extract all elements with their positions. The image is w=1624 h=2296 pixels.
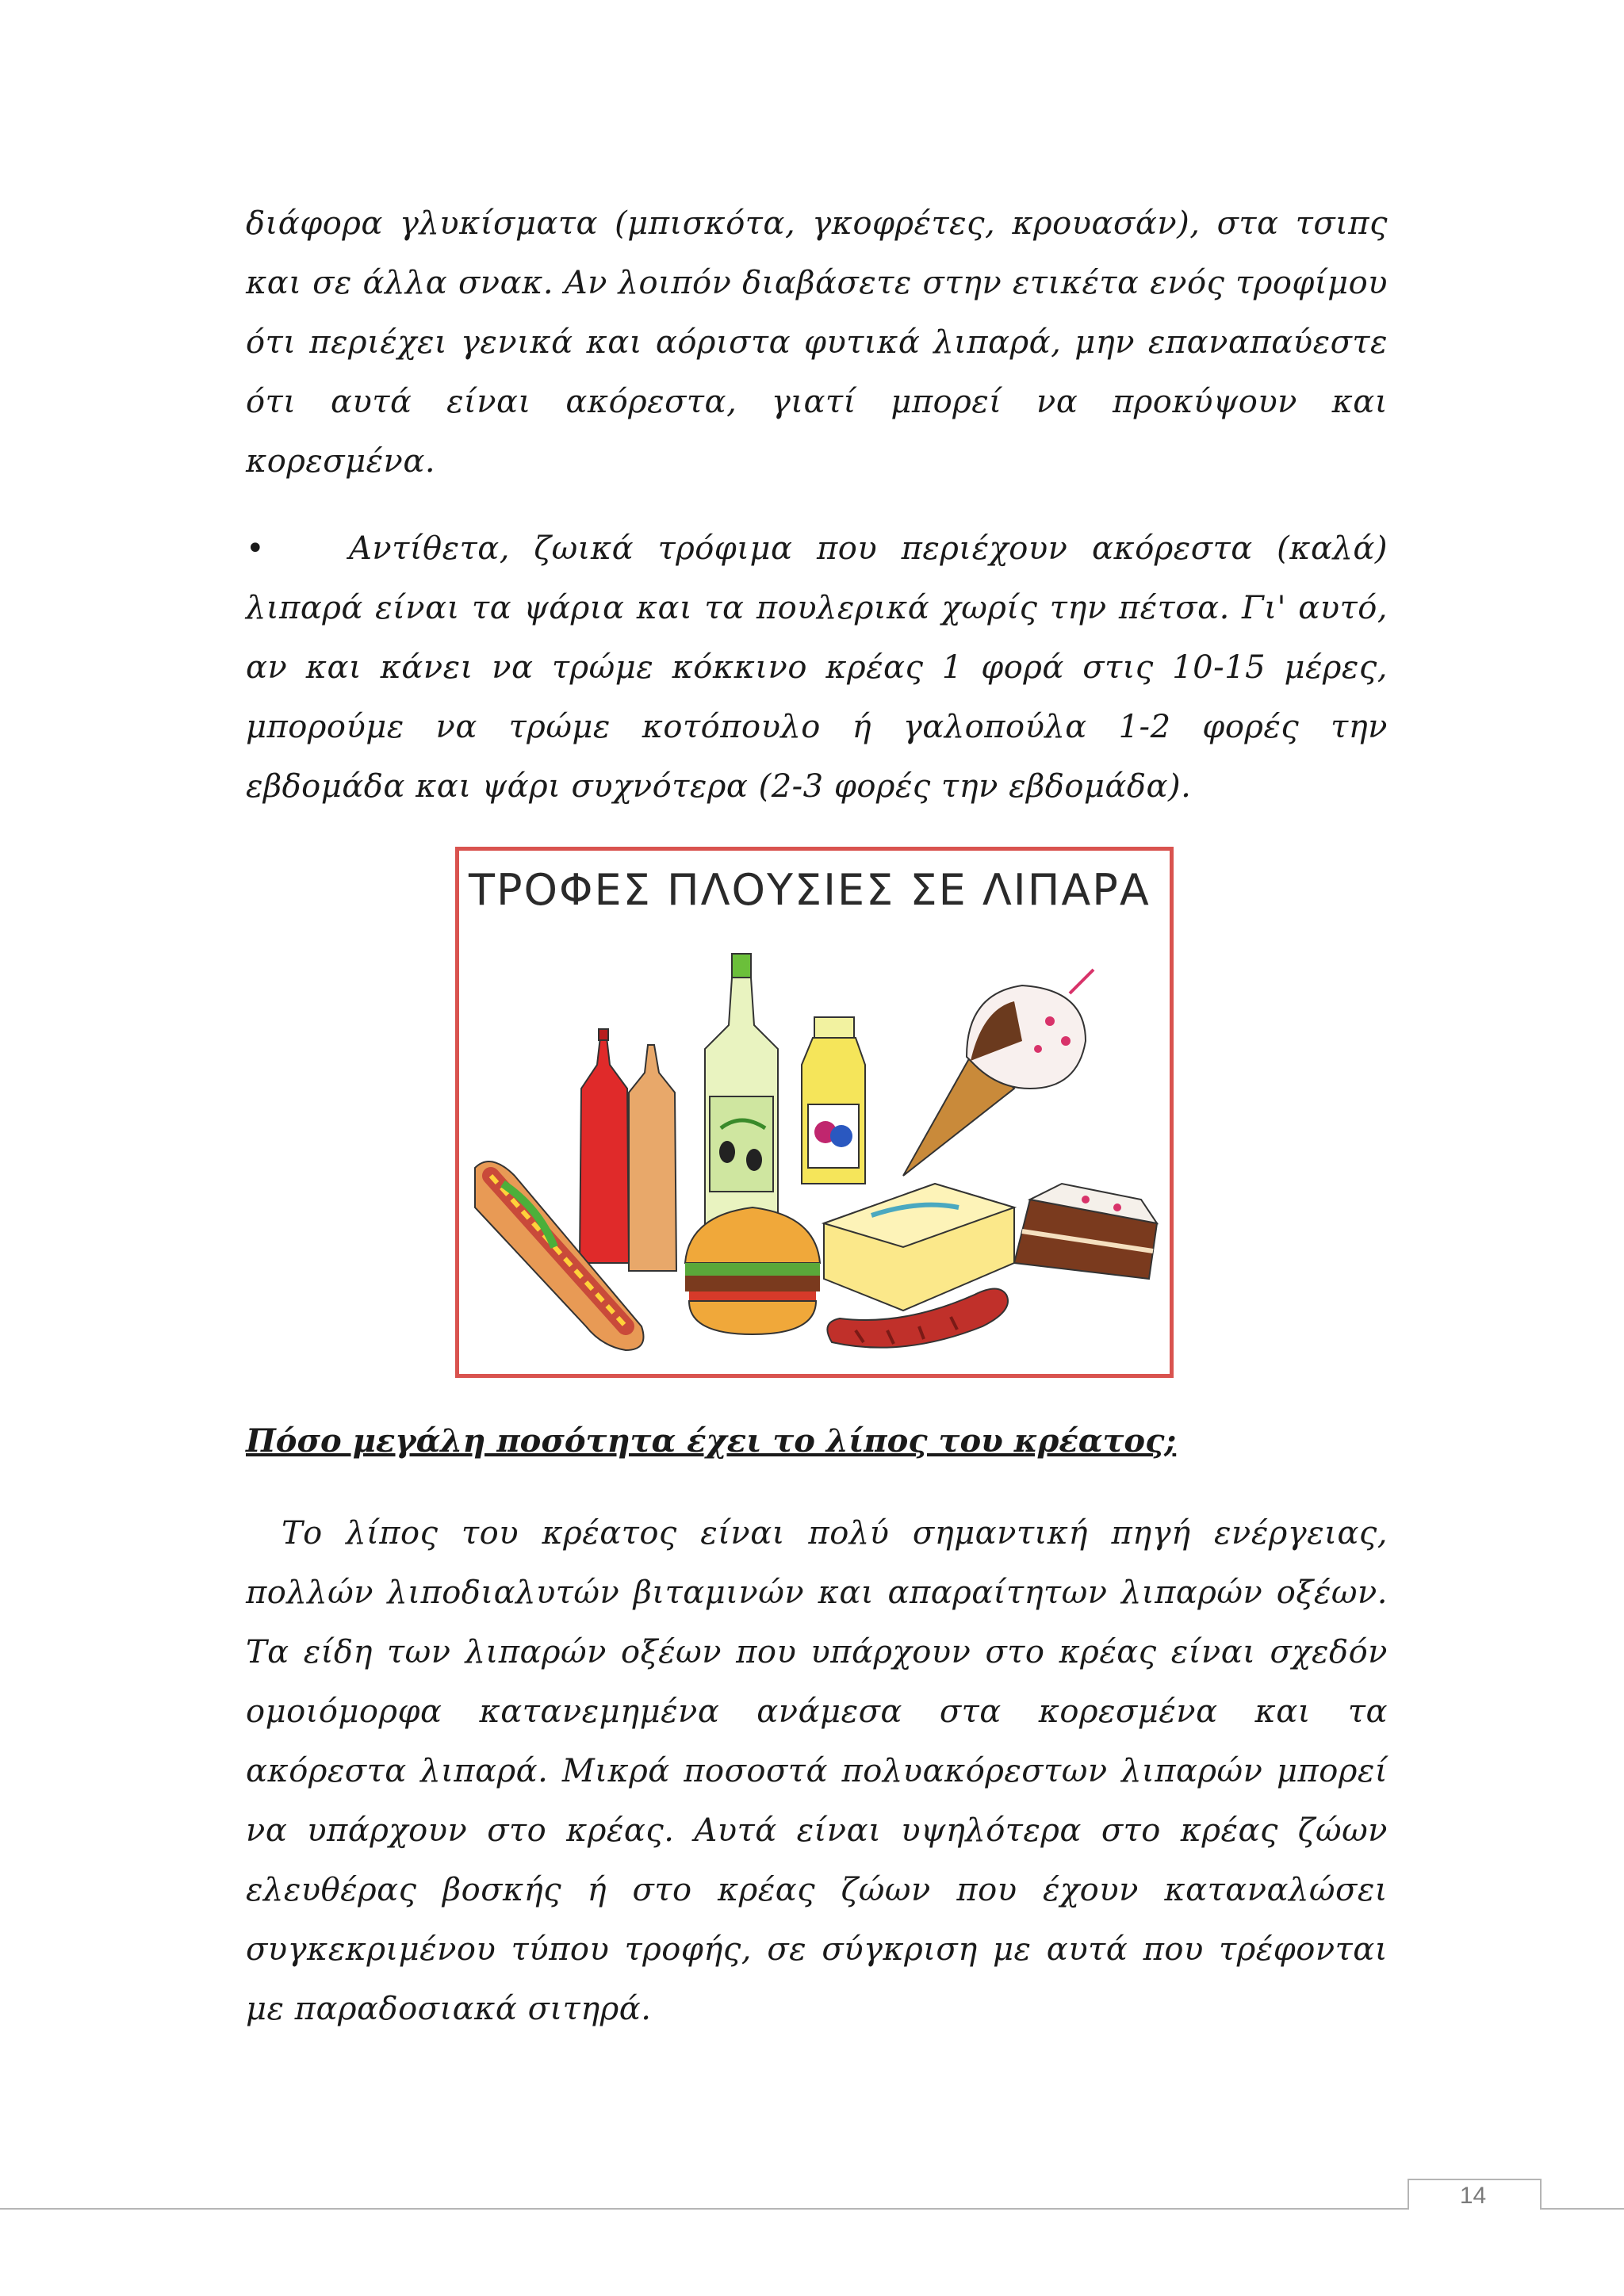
paragraph-intro: διάφορα γλυκίσματα (μπισκότα, γκοφρέτες, κρουασάν), στα τσιπς και σε άλλα σνακ. Αν λοιπόν διαβάσετε στην ετικέτα ενός τροφίμου ότι περιέχει γενικά και αόριστα φυτικά λιπαρά, μην επαναπαύεστε ότι αυτά είναι ακόρεστα, γιατί μπορεί να προκύψουν και κορεσμένα. <box>246 205 1388 480</box>
ketchup-bottle-icon <box>580 1029 629 1263</box>
mustard-bottle-icon <box>629 1045 676 1271</box>
burger-icon <box>685 1207 820 1334</box>
bullet-marker: • <box>246 530 266 567</box>
bullet-text: Αντίθετα, ζωικά τρόφιμα που περιέχουν ακόρεστα (καλά) λιπαρά είναι τα ψάρια και τα πουλερικά χωρίς την πέτσα. Γι' αυτό, αν και κάνει να τρώμε κόκκινο κρέας 1 φορά στις 10-15 μέρες, μπορούμε να τρώμε κοτόπουλο ή γαλοπούλα 1-2 φορές την εβδομάδα και ψάρι συχνότερα (2-3 φορές την εβδομάδα). <box>246 530 1388 805</box>
paragraph-meat-fat: Το λίπος του κρέατος είναι πολύ σημαντική πηγή ενέργειας, πολλών λιποδιαλυτών βιταμινών και απαραίτητων λιπαρών οξέων. Τα είδη των λιπαρών οξέων που υπάρχουν στο κρέας είναι σχεδόν ομοιόμορφα κατανεμημένα ανάμεσα στα κορεσμένα και τα ακόρεστα λιπαρά. Μικρά ποσοστά πολυακόρεστων λιπαρών μπορεί να υπάρχουν στο κρέας. Αυτά είναι υψηλότερα στο κρέας ζώων ελευθέρας βοσκής ή στο κρέας ζώων που έχουν καταναλώσει συγκεκριμένου τύπου τροφής, σε σύγκριση με αυτά που τρέφονται με παραδοσιακά σιτηρά. <box>246 1515 1388 2027</box>
juice-bottle-icon <box>802 1017 865 1184</box>
figure-title: ΤΡΟΦΕΣ ΠΛΟΥΣΙΕΣ ΣΕ ΛΙΠΑΡΑ <box>469 865 1151 915</box>
fat-rich-foods-illustration <box>455 847 1174 1378</box>
bullet-paragraph <box>246 519 1388 817</box>
ice-cream-cone-icon <box>903 970 1094 1176</box>
page-number: 14 <box>1459 2183 1487 2209</box>
footer-divider <box>0 2208 1624 2210</box>
cake-slice-icon <box>1014 1184 1157 1279</box>
section-heading: Πόσο μεγάλη ποσότητα έχει το λίπος του κρέατος; <box>246 1422 1177 1460</box>
